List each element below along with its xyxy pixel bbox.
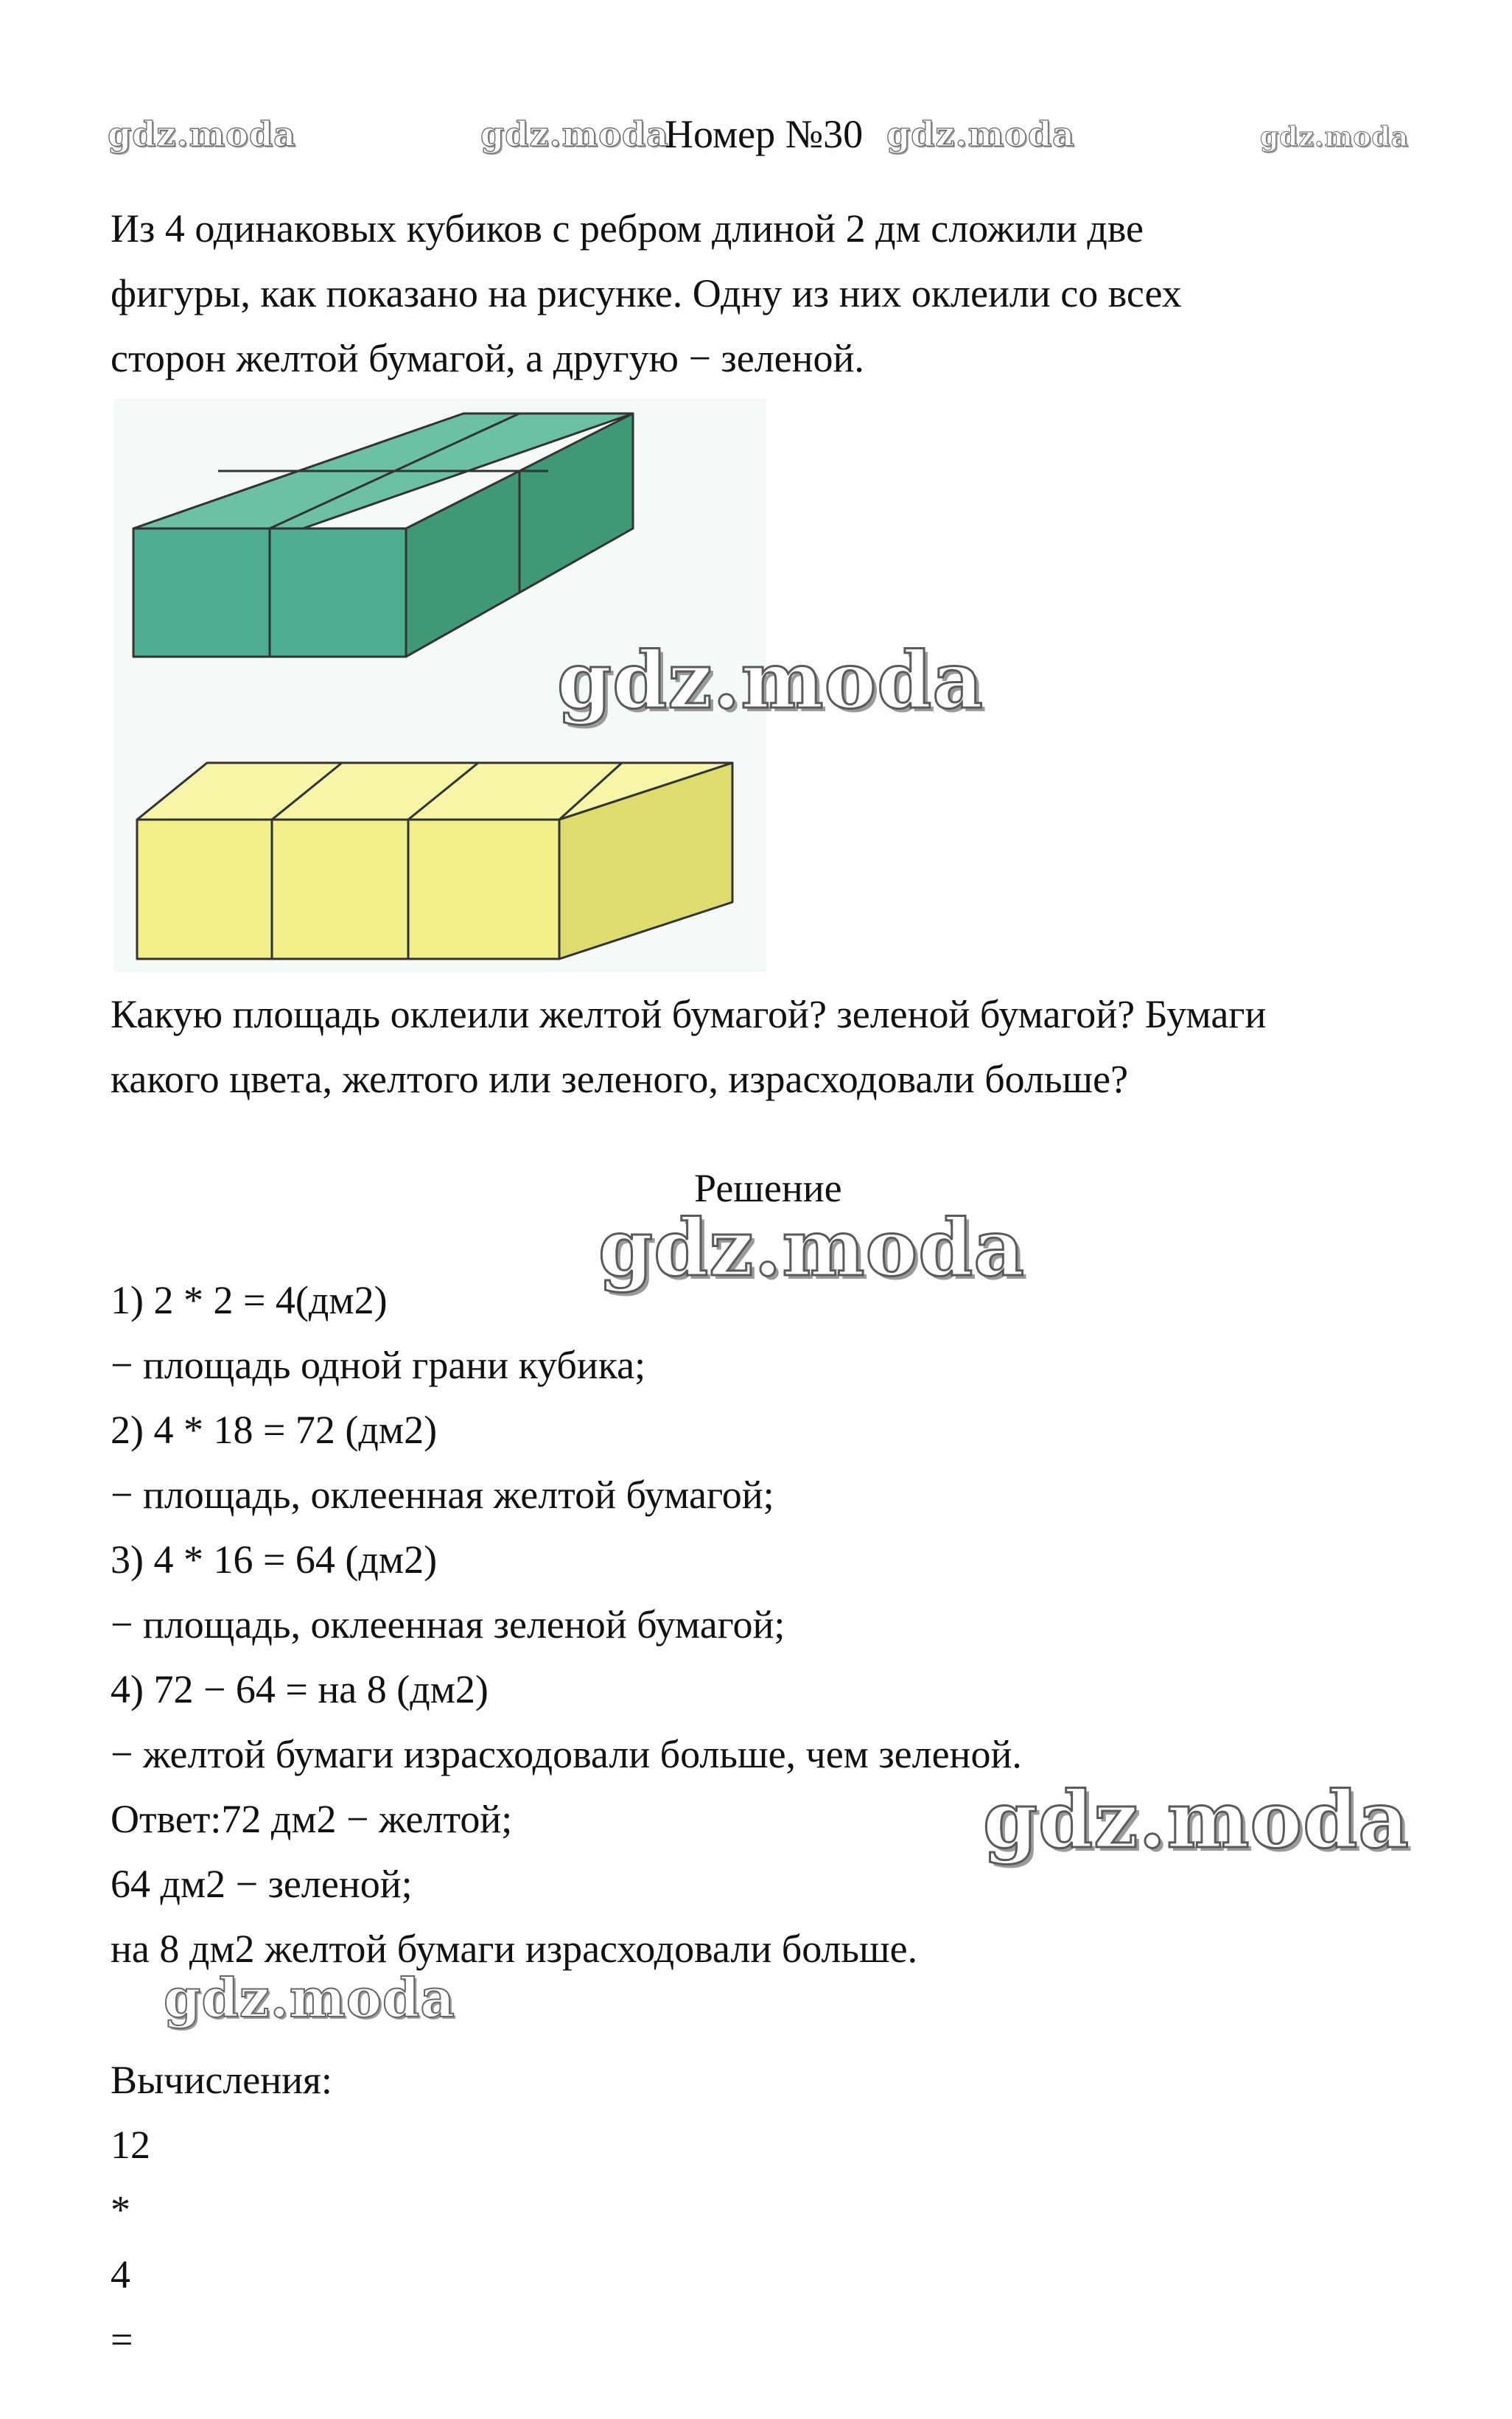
calculations-label: Вычисления: xyxy=(111,2058,332,2102)
calculation-line: 4 xyxy=(111,2252,130,2297)
solution-step: − желтой бумаги израсходовали больше, чем зеленой. xyxy=(111,1732,1022,1776)
problem-line: фигуры, как показано на рисунке. Одну из них оклеили со всех xyxy=(111,271,1182,315)
watermark-logo: gdz.moda xyxy=(108,114,296,154)
question-line: Какую площадь оклеили желтой бумагой? зеленой бумагой? Бумаги xyxy=(111,992,1267,1036)
yellow-figure xyxy=(137,763,732,959)
answer-line: Ответ:72 дм2 − желтой; xyxy=(111,1797,513,1841)
calculation-line: * xyxy=(111,2188,130,2232)
solution-step: 2) 4 * 18 = 72 (дм2) xyxy=(111,1408,438,1452)
solution-heading: Решение xyxy=(694,1166,842,1210)
calculation-line: 12 xyxy=(111,2123,150,2167)
watermark-logo: gdz.moda xyxy=(598,1201,1025,1294)
watermark-logo: gdz.moda xyxy=(557,634,984,726)
watermark-logo: gdz.moda xyxy=(886,114,1075,154)
watermark-logo: gdz.moda xyxy=(164,1966,455,2029)
answer-line: 64 дм2 − зеленой; xyxy=(111,1862,413,1906)
question-line: какого цвета, желтого или зеленого, израсходовали больше? xyxy=(111,1057,1129,1101)
calculation-line: = xyxy=(111,2317,133,2362)
page-title: Номер №30 xyxy=(665,112,864,156)
problem-line: Из 4 одинаковых кубиков с ребром длиной 2 дм сложили две xyxy=(111,206,1144,251)
watermark-logo: gdz.moda xyxy=(1260,122,1409,153)
solution-step: 1) 2 * 2 = 4(дм2) xyxy=(111,1278,388,1322)
problem-line: сторон желтой бумагой, а другую − зеленой. xyxy=(111,336,864,380)
yellow-front-face xyxy=(137,820,559,959)
solution-step: 3) 4 * 16 = 64 (дм2) xyxy=(111,1537,438,1582)
solution-step: − площадь, оклеенная зеленой бумагой; xyxy=(111,1602,785,1647)
solution-step: − площадь, оклеенная желтой бумагой; xyxy=(111,1473,774,1517)
answer-line: на 8 дм2 желтой бумаги израсходовали больше. xyxy=(111,1927,918,1971)
watermark-logo: gdz.moda xyxy=(480,114,669,154)
watermark-logo: gdz.moda xyxy=(983,1773,1410,1865)
solution-step: 4) 72 − 64 = на 8 (дм2) xyxy=(111,1667,489,1711)
solution-step: − площадь одной грани кубика; xyxy=(111,1343,646,1387)
